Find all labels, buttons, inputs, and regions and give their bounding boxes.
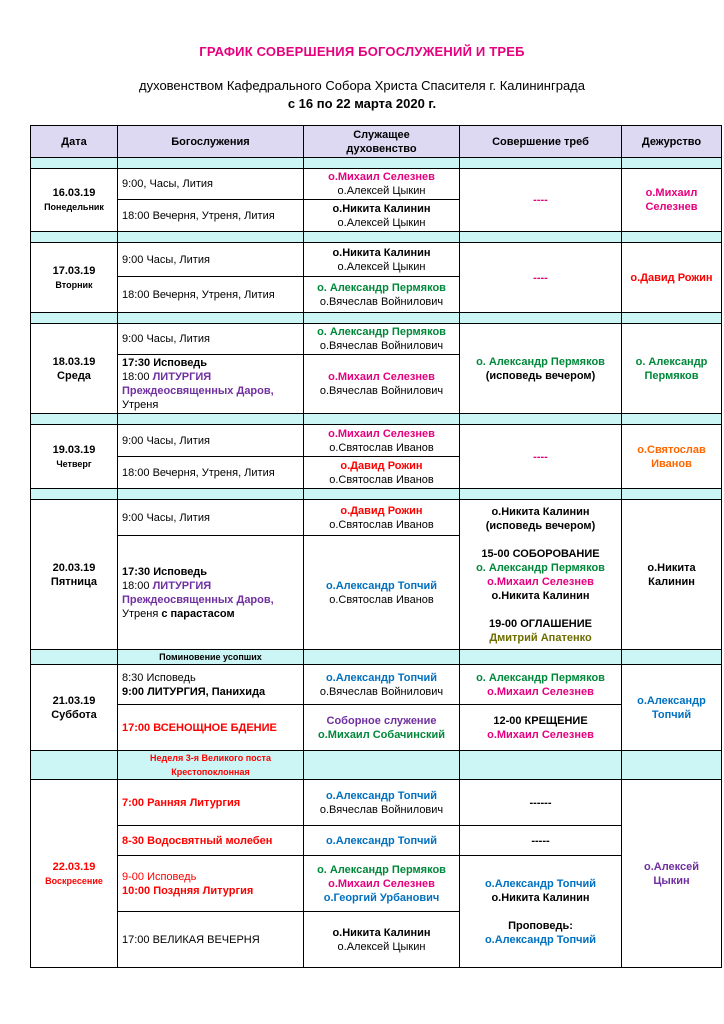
clergy-cell: о.Александр Топчий о.Вячеслав Войнилович [304,780,460,826]
day-cell: 21.03.19 Суббота [31,665,118,751]
separator-row [31,313,722,324]
rites-cell: о. Александр Пермяков о.Михаил Селезнев [460,665,622,705]
clergy-cell: Соборное служение о.Михаил Собачинский [304,705,460,751]
memorial-note: Поминовение усопших [118,650,304,665]
clergy-cell: о. Александр Пермяков о.Вячеслав Войнилович [304,277,460,313]
table-row [31,705,722,751]
day-cell: 20.03.19 Пятница [31,500,118,650]
service-cell: 17:00 ВСЕНОЩНОЕ БДЕНИЕ [118,705,304,751]
memorial-row [31,650,722,665]
service-cell: 8-30 Водосвятный молебен [118,826,304,856]
rites-cell: о. Александр Пермяков (исповедь вечером) [460,324,622,414]
clergy-cell: о.Никита Калинин о.Алексей Цыкин [304,912,460,968]
date-range: с 16 по 22 марта 2020 г. [287,96,437,111]
duty-cell: о.Святослав Иванов [622,425,722,489]
service-cell: 7:00 Ранняя Литургия [118,780,304,826]
rites-cell: ---- [460,425,622,489]
rites-cell: ---- [460,169,622,232]
table-row [31,780,722,826]
clergy-cell: о. Александр Пермяков о.Вячеслав Войнилович [304,324,460,355]
col-header-clergy: Служащее духовенство [304,126,460,158]
col-header-date: Дата [31,126,118,158]
clergy-cell: о.Никита Калинин о.Алексей Цыкин [304,243,460,277]
table-row [31,324,722,355]
rites-cell: ---- [460,243,622,313]
clergy-cell: о.Александр Топчий о.Вячеслав Войнилович [304,665,460,705]
service-cell: 8:30 Исповедь 9:00 ЛИТУРГИЯ, Панихида [118,665,304,705]
table-row [31,169,722,200]
duty-cell: о. Александр Пермяков [622,324,722,414]
separator-row [31,158,722,169]
service-cell: 18:00 Вечерня, Утреня, Лития [118,200,304,232]
clergy-cell: о.Михаил Селезнев о.Вячеслав Войнилович [304,355,460,414]
col-header-duty: Дежурство [622,126,722,158]
duty-cell: о.Алексей Цыкин [622,780,722,968]
service-cell: 18:00 Вечерня, Утреня, Лития [118,457,304,489]
week-note-row [31,751,722,780]
table-row [31,425,722,457]
separator-row [31,232,722,243]
service-cell: 17:00 ВЕЛИКАЯ ВЕЧЕРНЯ [118,912,304,968]
clergy-cell: о.Александр Топчий [304,826,460,856]
service-cell: 9:00 Часы, Лития [118,425,304,457]
rites-cell: ----- [460,826,622,856]
clergy-cell: о. Александр Пермяков о.Михаил Селезнев о.Георгий Урбанович [304,856,460,912]
day-cell: 19.03.19 Четверг [31,425,118,489]
clergy-cell: о.Никита Калинин о.Алексей Цыкин [304,200,460,232]
table-row [31,243,722,277]
clergy-cell: о.Александр Топчий о.Святослав Иванов [304,536,460,650]
schedule-table [30,125,722,968]
service-cell: 9-00 Исповедь 10:00 Поздняя Литургия [118,856,304,912]
table-row [31,500,722,536]
page-subtitle: духовенством Кафедрального Собора Христа Спасителя г. Калининграда [139,78,585,93]
service-cell: 18:00 Вечерня, Утреня, Лития [118,277,304,313]
col-header-rites: Совершение треб [460,126,622,158]
rites-cell: ------ [460,780,622,826]
week-note: Неделя 3-я Великого поста Крестопоклонная [118,751,304,780]
page-title: ГРАФИК СОВЕРШЕНИЯ БОГОСЛУЖЕНИЙ И ТРЕБ [199,44,525,59]
clergy-cell: о.Михаил Селезнев о.Святослав Иванов [304,425,460,457]
service-cell: 9:00 Часы, Лития [118,500,304,536]
separator-row [31,489,722,500]
duty-cell: о.Никита Калинин [622,500,722,650]
service-cell: 9:00 Часы, Лития [118,324,304,355]
day-cell: 16.03.19 Понедельник [31,169,118,232]
rites-cell: о.Александр Топчий о.Никита Калинин Проповедь: о.Александр Топчий [460,856,622,968]
service-cell: 9:00, Часы, Лития [118,169,304,200]
day-cell: 22.03.19 Воскресение [31,780,118,968]
service-cell: 17:30 Исповедь 18:00 ЛИТУРГИЯ Преждеосвященных Даров, Утреня с парастасом [118,536,304,650]
duty-cell: о.Давид Рожин [622,243,722,313]
day-cell: 18.03.19 Среда [31,324,118,414]
duty-cell: о.Александр Топчий [622,665,722,751]
rites-cell: 12-00 КРЕЩЕНИЕ о.Михаил Селезнев [460,705,622,751]
table-row [31,856,722,912]
clergy-cell: о.Давид Рожин о.Святослав Иванов [304,500,460,536]
rites-cell: о.Никита Калинин (исповедь вечером) 15-00 СОБОРОВАНИЕ о. Александр Пермяков о.Михаил Селезнев о.Никита Калинин 19-00 ОГЛАШЕНИЕ Дмитрий Апатенко [460,500,622,650]
clergy-cell: о.Давид Рожин о.Святослав Иванов [304,457,460,489]
duty-cell: о.Михаил Селезнев [622,169,722,232]
day-cell: 17.03.19 Вторник [31,243,118,313]
separator-row [31,414,722,425]
col-header-services: Богослужения [118,126,304,158]
table-row [31,665,722,705]
clergy-cell: о.Михаил Селезнев о.Алексей Цыкин [304,169,460,200]
service-cell: 9:00 Часы, Лития [118,243,304,277]
table-row [31,826,722,856]
service-cell: 17:30 Исповедь 18:00 ЛИТУРГИЯ Преждеосвященных Даров, Утреня [118,355,304,414]
